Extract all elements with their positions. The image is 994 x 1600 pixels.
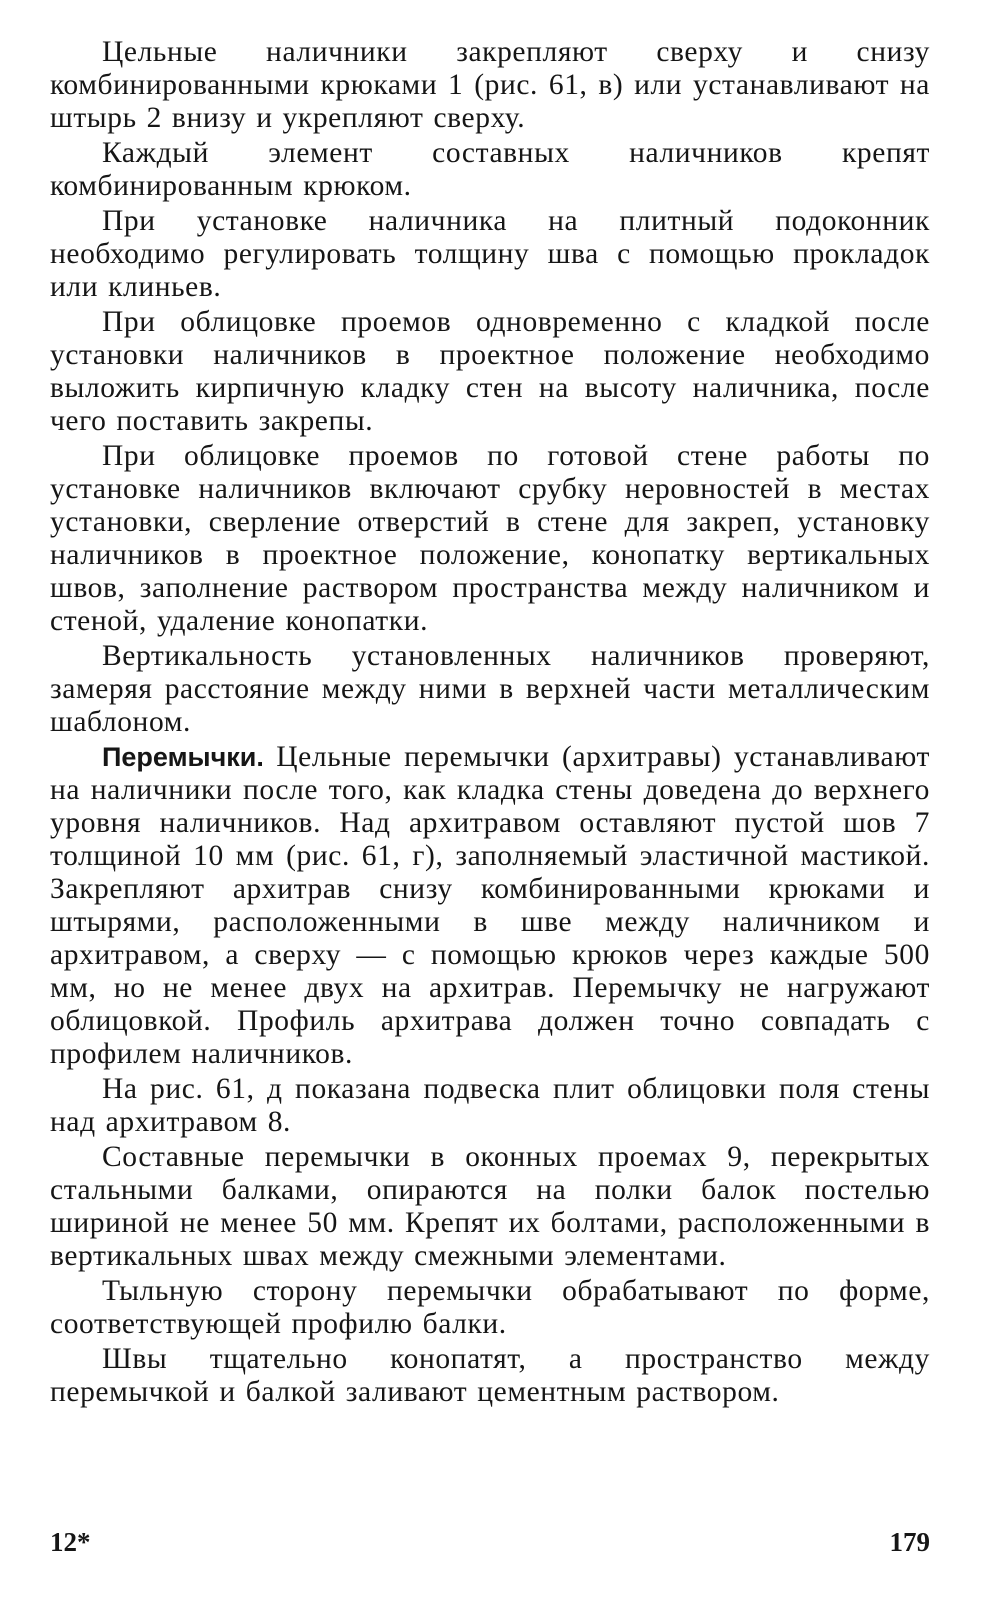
paragraph-8-text: На рис. 61, д показана подвеска плит облицовки поля стены над архитравом 8. <box>50 1073 930 1138</box>
page-footer <box>50 1527 930 1558</box>
paragraph-2-text: Каждый элемент составных наличников крепят комбинированным крюком. <box>50 137 930 202</box>
paragraph-1-text: Цельные наличники закрепляют сверху и снизу комбинированными крюками 1 (рис. 61, в) или устанавливают на штырь 2 внизу и укрепляют сверху. <box>50 36 930 134</box>
paragraph-9-text: Составные перемычки в оконных проемах 9, перекрытых стальными балками, опираются на полки балок постелью шириной не менее 50 мм. Крепят их болтами, расположенными в вертикальных швах между смежными элементами. <box>50 1141 930 1272</box>
paragraph-1 <box>50 36 930 135</box>
paragraph-11 <box>50 1343 930 1409</box>
paragraph-5 <box>50 440 930 638</box>
paragraph-6 <box>50 640 930 739</box>
paragraph-3 <box>50 205 930 304</box>
page-body <box>50 36 930 1411</box>
paragraph-7 <box>50 741 930 1071</box>
paragraph-9 <box>50 1141 930 1273</box>
paragraph-8 <box>50 1073 930 1139</box>
paragraph-2 <box>50 137 930 203</box>
signature-mark: 12* <box>50 1527 91 1557</box>
paragraph-6-text: Вертикальность установленных наличников проверяют, замеряя расстояние между ними в верхней части металлическим шаблоном. <box>50 640 930 738</box>
paragraph-10-text: Тыльную сторону перемычки обрабатывают по форме, соответствующей профилю балки. <box>50 1275 930 1340</box>
paragraph-11-text: Швы тщательно конопатят, а пространство между перемычкой и балкой заливают цементным раствором. <box>50 1343 930 1408</box>
section-heading-peremychki: Перемычки. <box>102 742 264 772</box>
page-number: 179 <box>889 1527 930 1557</box>
paragraph-7-text: Цельные перемычки (архитравы) устанавливают на наличники после того, как кладка стены доведена до верхнего уровня наличников. Над архитравом оставляют пустой шов 7 толщиной 10 мм (рис. 61, г), заполняемый эластичной мастикой. Закрепляют архитрав снизу комбинированными крюками и штырями, расположенными в шве между наличником и архитравом, а сверху — с помощью крюков через каждые 500 мм, но не менее двух на архитрав. Перемычку не нагружают облицовкой. Профиль архитрава должен точно совпадать с профилем наличников. <box>50 741 930 1070</box>
paragraph-4 <box>50 306 930 438</box>
paragraph-3-text: При установке наличника на плитный подоконник необходимо регулировать толщину шва с помощью прокладок или клиньев. <box>50 205 930 303</box>
paragraph-5-text: При облицовке проемов по готовой стене работы по установке наличников включают срубку неровностей в местах установки, сверление отверстий в стене для закреп, установку наличников в проектное положение, конопатку вертикальных швов, заполнение раствором пространства между наличником и стеной, удаление конопатки. <box>50 440 930 637</box>
paragraph-10 <box>50 1275 930 1341</box>
paragraph-4-text: При облицовке проемов одновременно с кладкой после установки наличников в проектное положение необходимо выложить кирпичную кладку стен на высоту наличника, после чего поставить закрепы. <box>50 306 930 437</box>
